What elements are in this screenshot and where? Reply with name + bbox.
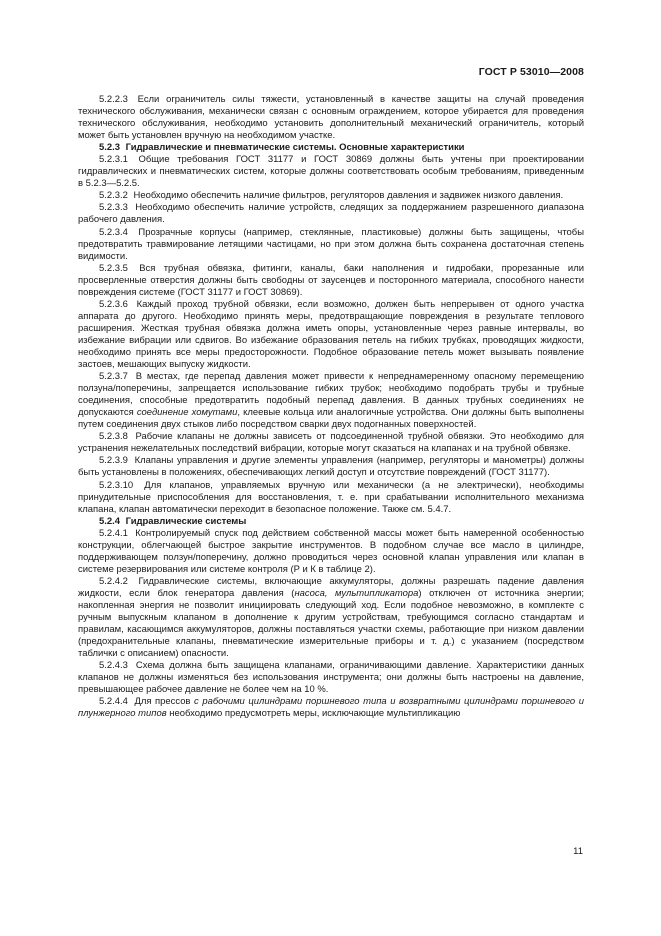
paragraph-text: Если ограничитель силы тяжести, установленный в качестве защиты на случай проведения технического обслуживания, механически связан с основным ограждением, которое убирается для проведения технического обслуживания, необходимо установить дополнительный механический ограничитель, который может быть установлен вручную на необходимом участке.: [78, 94, 585, 142]
clause-number: 5.2.4.2: [99, 575, 128, 587]
clause-number: 5.2.4.1: [99, 527, 128, 539]
clause-number: 5.2.3.3: [99, 202, 128, 214]
paragraph-5-2-4-4: [78, 696, 584, 720]
paragraph-text-continued: необходимо предусмотреть меры, исключающие мультипликацию: [166, 708, 461, 720]
clause-number: 5.2.2.3: [99, 94, 128, 105]
paragraph-5-2-3-8: [78, 431, 584, 455]
paragraph-5-2-4-1: [78, 528, 584, 576]
paragraph-5-2-3-2: [78, 190, 584, 202]
paragraph-text: Схема должна быть защищена клапанами, ограничивающими давление. Характеристики данных клапанов не должны изменяться без использования инструмента; они должны быть настроены на давление, превышающее рабочее давление не более чем на 10 %.: [78, 660, 585, 696]
clause-number: 5.2.3.10: [99, 479, 134, 491]
paragraph-text: Прозрачные корпусы (например, стеклянные, пластиковые) должны быть защищены, чтобы предотвратить травмирование летящими частицами, но при этом должна быть сохранена достаточная степень видимости.: [78, 226, 584, 262]
paragraph-text: Необходимо обеспечить наличие устройств, следящих за поддержанием разрешенного диапазона рабочего давления.: [78, 202, 584, 226]
section-heading-5-2-4: [78, 516, 584, 528]
document-body: [78, 94, 584, 720]
heading-text: Гидравлические и пневматические системы. Основные характеристики: [125, 142, 465, 154]
paragraph-5-2-3-6: [78, 299, 584, 371]
paragraph-text: Вся трубная обвязка, фитинги, каналы, баки наполнения и гидробаки, прорезанные или просверленные отверстия должны быть свободны от заусенцев и посторонного материала, способного нанести повреждения системе (ГОСТ 31177 и ГОСТ 30869).: [78, 262, 584, 298]
paragraph-text: Контролируемый спуск под действием собственной массы может быть намеренной особенностью конструкции, облегчающей быстрое закрытие инструментов. В подобном случае все масло в цилиндре, поддерживающем ползун/поперечину, должно проводиться через основной клапан управления или клапан в системе резервирования или системе контроля (Р и К в таблице 2).: [78, 527, 584, 575]
paragraph-text: Для клапанов, управляемых вручную или механически (а не электрически), необходимы принудительные приспособления для восстановления, т. е. при срабатывании исполнительного механизма клапана, клапан автоматически переходит в безопасное положение. Также см. 5.4.7.: [78, 479, 585, 515]
italic-term: соединение хомутами: [136, 407, 238, 419]
paragraph-5-2-3-10: [78, 480, 584, 516]
clause-number: 5.2.3: [99, 142, 120, 154]
document-header: ГОСТ Р 53010—2008: [478, 66, 584, 78]
paragraph-5-2-3-3: [78, 202, 584, 226]
clause-number: 5.2.3.8: [99, 431, 128, 443]
clause-number: 5.2.4: [99, 515, 120, 527]
paragraph-5-2-3-7: [78, 371, 584, 431]
section-heading-5-2-3: [78, 142, 584, 154]
page-number: 11: [573, 846, 583, 857]
paragraph-text: Рабочие клапаны не должны зависеть от подсоединенной трубной обвязки. Это необходимо для устранения нежелательных последствий вибрации, которые могут сказаться на клапанах и на трубной обвязке.: [78, 431, 584, 455]
clause-number: 5.2.3.2: [99, 190, 128, 202]
clause-number: 5.2.4.3: [99, 660, 128, 672]
paragraph-5-2-3-9: [78, 455, 584, 479]
paragraph-text-continued: , клеевые кольца или аналогичные устройства. Они должны быть выполнены путем соединения двух стыков либо посредством сварки двух подогнанных поверхностей.: [78, 407, 585, 431]
paragraph-5-2-3-4: [78, 227, 584, 263]
paragraph-text: Клапаны управления и другие элементы управления (например, регуляторы и манометры) должны быть установлены в положениях, обеспечивающих легкий доступ и отсутствие повреждений (ГОСТ 31177).: [78, 455, 584, 479]
paragraph-text: Для прессов: [134, 696, 195, 708]
paragraph-text: Необходимо обеспечить наличие фильтров, регуляторов давления и задвижек низкого давления.: [133, 190, 564, 202]
clause-number: 5.2.4.4: [99, 696, 128, 708]
clause-number: 5.2.3.9: [99, 455, 128, 467]
paragraph-text: В местах, где перепад давления может привести к непреднамеренному опасному перемещению ползуна/поперечины, запрещается использование гибких трубок; необходимо подобрать трубы и трубные соединения, способные предотвратить подобный перепад давления. В данных трубных соединениях не допускаются: [78, 371, 584, 419]
paragraph-5-2-4-2: [78, 576, 584, 660]
clause-number: 5.2.3.6: [99, 298, 128, 310]
paragraph-5-2-4-3: [78, 660, 584, 696]
paragraph-text: Каждый проход трубной обвязки, если возможно, должен быть непрерывен от одного участка аппарата до другого. Необходимо принять меры, предотвращающие повреждения в результате теплового расширения. Жесткая трубная обвязка должна иметь опоры, установленные через равные интервалы, во избежание вибрации или сдвигов. Во избежание образования петель на гибких трубках, проводящих жидкости, необходимо принять все меры предосторожности. Подобное образование петель может вызывать появление застоев, мешающих выпуску жидкости.: [78, 298, 584, 371]
paragraph-text: Общие требования ГОСТ 31177 и ГОСТ 30869 должны быть учтены при проектировании гидравлических и пневматических систем, которые должны соответствовать особым требованиям, приведенным в 5.2.3—5.2.5.: [78, 154, 584, 190]
paragraph-5-2-3-1: [78, 154, 584, 190]
clause-number: 5.2.3.4: [99, 226, 128, 238]
clause-number: 5.2.3.1: [99, 154, 128, 166]
clause-number: 5.2.3.7: [99, 371, 128, 383]
heading-text: Гидравлические системы: [125, 515, 247, 527]
paragraph-5-2-2-3: [78, 94, 584, 142]
paragraph-5-2-3-5: [78, 263, 584, 299]
italic-term: насоса, мультипликатора: [294, 587, 419, 599]
paragraph-text: Гидравлические системы, включающие аккумуляторы, должны разрешать падение давления жидкости, если блок генератора давления (: [78, 575, 584, 599]
italic-term: с рабочими цилиндрами поршневого типа и возвратными цилиндрами поршневого и плунжерного типов: [78, 696, 584, 720]
paragraph-text-continued: ) отключен от источника энергии; накопленная энергия не позволит инициировать следующий ход. Если подобное невозможно, в комплекте с ручным выпускным клапаном в дополнение к другим устройствам, требующимся согласно стандартам и правилам, касающимся аккумуляторов, должны поставляться участки схемы, работающие при низком давлении (предохранительные клапаны, пневматические измерительные приборы и т. д.) с указанием (посредством таблички с описанием) опасности.: [78, 587, 584, 660]
clause-number: 5.2.3.5: [99, 262, 128, 274]
